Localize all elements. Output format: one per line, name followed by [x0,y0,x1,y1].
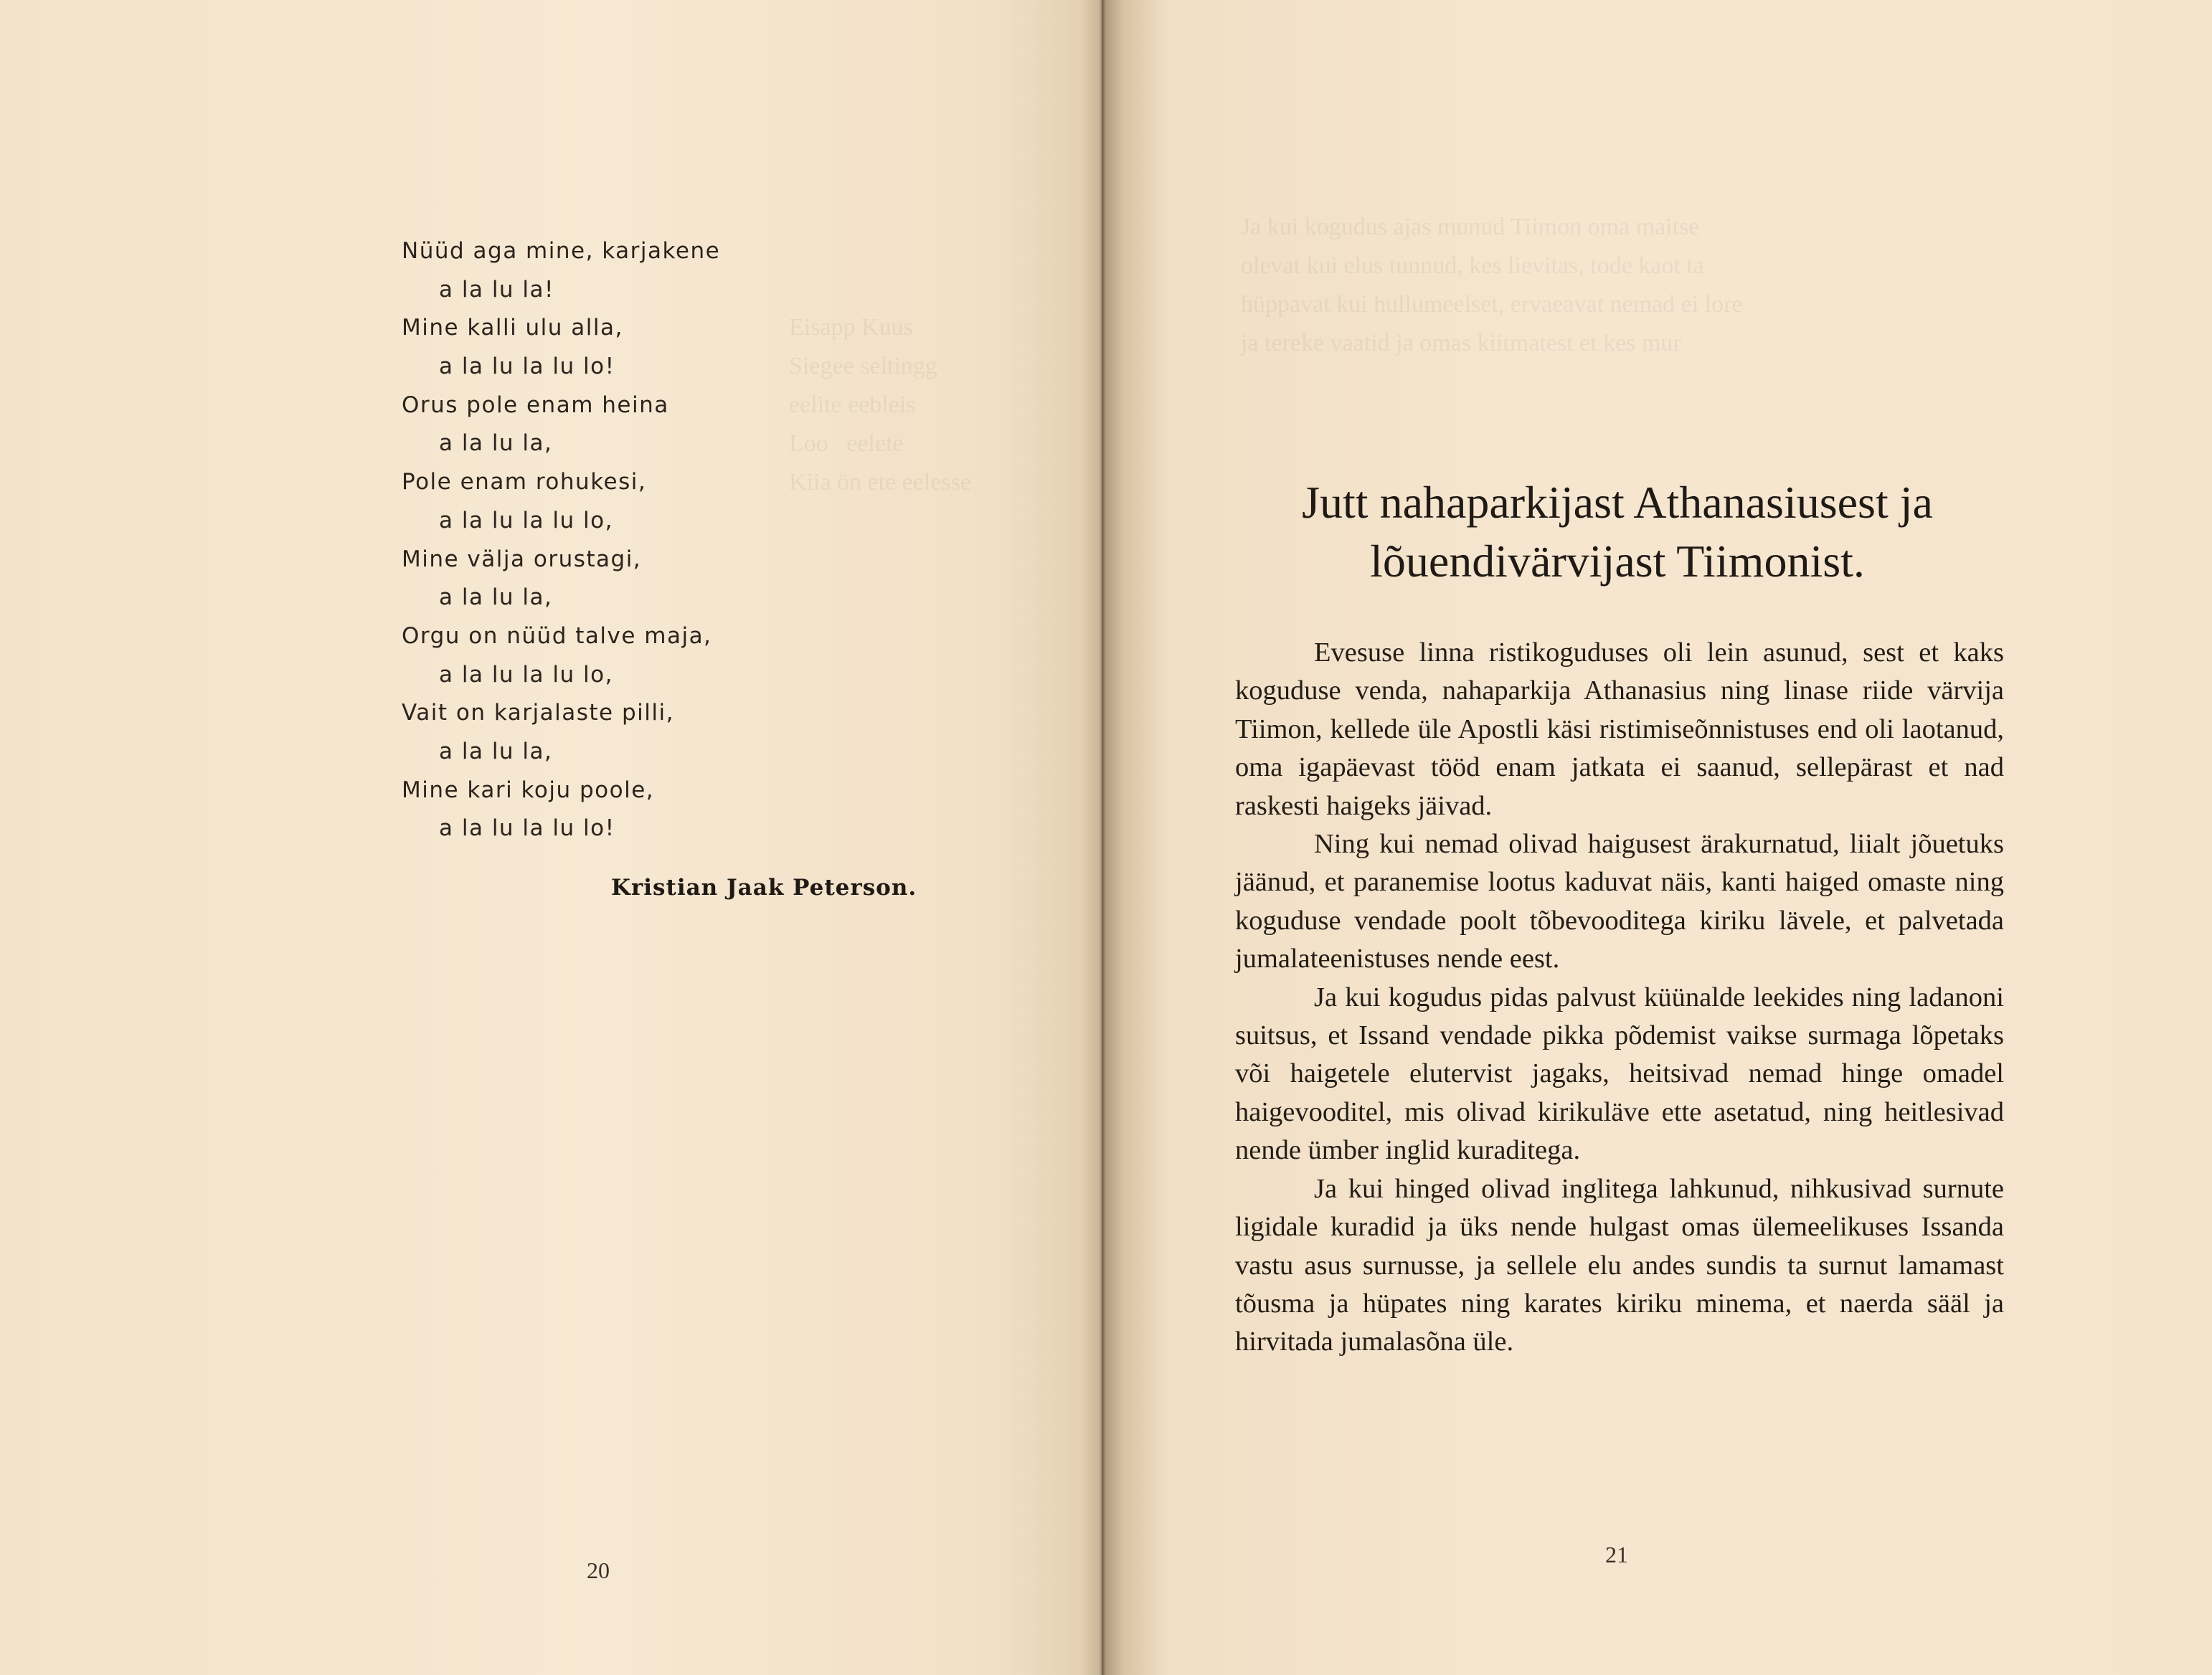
paragraph-2: Ning kui nemad olivad haigusest ärakurnatud, liialt jõuetuks jäänud, et paranemise lootus kaduvat näis, kanti haiged omaste ning koguduse vendade poolt tõbevooditega kiriku lävele, et palvetada jumalateenistuses nende eest. [1235,829,2004,974]
poem [402,232,720,848]
story-title-line-2: lõuendivärvijast Tiimonist. [1370,536,1865,587]
paragraph-4: Ja kui hinged olivad inglitega lahkunud, nihkusivad surnute ligidale kuradid ja üks nende hulgast omas ülemeelikuses Issanda vastu asus surnusse, ja sellele elu andes sundis ta surnut lamamast tõusma ja hüpates ning karates kiriku minema, et naerda sääl ja hirvitada jumalasõna üle. [1235,1173,2004,1357]
story-title-line-1: Jutt nahaparkijast Athanasiusest ja [1302,477,1933,528]
left-page [0,0,1102,1675]
paragraph-3: Ja kui kogudus pidas palvust küünalde leekides ning ladanoni suitsus, et Issand vendade pikka põdemist vaikse surmaga lõpetaks või haigetele elutervist jagaks, heitsivad nemad hinge omadel haigevooditel, mis olivad kirikuläve ette asetatud, ning heitlesivad nende ümber inglid kuraditega. [1235,982,2004,1166]
bleed-through-text: Eisapp Kuus Siegee seltingg eelite eebleis Loo eelete Kiia ön ete eelesse [789,314,971,495]
poem-line: Mine välja orustagi, [402,546,642,572]
poem-line: Nüüd aga mine, karjakene [402,238,721,264]
page-number-left: 20 [587,1557,610,1583]
story-title [1226,473,2008,591]
poem-refrain-line: a la lu la! [439,276,554,303]
story-body [1235,634,2004,1362]
poem-line: Orgu on nüüd talve maja, [402,622,712,649]
poem-line: Pole enam rohukesi, [402,469,647,495]
bleed-through-text: Ja kui kogudus ajas munud Tiimon oma maitse olevat kui elus tunnud, kes lievitas, tode kaot ta hüppavat kui hullumeelset, ervaeavat nemad ei lore ja tereke vaatid ja omas kiitmatest et kes mur [1241,214,1743,356]
page-number-right: 21 [1605,1542,1628,1567]
poem-refrain-line: a la lu la lu lo, [439,661,613,688]
poem-line: Orus pole enam heina [402,392,669,418]
book-gutter [1080,0,1123,1675]
poem-refrain-line: a la lu la, [439,430,553,457]
poem-author: Kristian Jaak Peterson. [611,875,917,901]
poem-line: Mine kalli ulu alla, [402,315,623,341]
poem-refrain-line: a la lu la, [439,738,553,764]
paragraph-1: Evesuse linna ristikoguduses oli lein asunud, sest et kaks koguduse venda, nahaparkija Athanasius ning linase riide värvija Tiimon, kellede üle Apostli käsi ristimiseõnnistuses end oli laotanud, oma igapäevast tööd enam jatkata ei saanud, sellepärast et nad raskesti haigeks jäivad. [1235,637,2004,821]
poem-refrain-line: a la lu la lu lo, [439,507,613,533]
poem-line: Vait on karjalaste pilli, [402,700,674,726]
poem-refrain-line: a la lu la lu lo! [439,815,615,842]
poem-refrain-line: a la lu la lu lo! [439,353,615,380]
poem-line: Mine kari koju poole, [402,777,655,803]
poem-refrain-line: a la lu la, [439,584,553,611]
